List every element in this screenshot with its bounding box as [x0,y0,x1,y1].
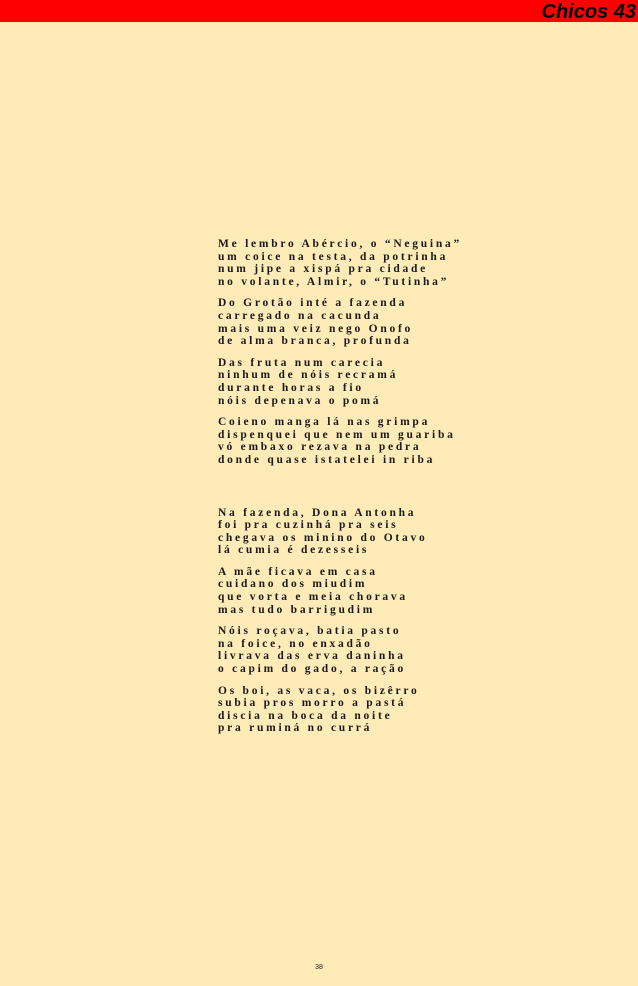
header-title: Chicos 43 [541,1,636,23]
poem-line: num jipe a xispá pra cidade [218,263,429,276]
poem-line: dispenquei que nem um guariba [218,428,456,441]
poem-line: Nóis roçava, batia pasto [218,625,402,638]
poem-line: Me lembro Abércio, o “Neguina” [218,238,463,250]
poem-line: um coice na testa, da potrinha [218,250,449,263]
poem-line: nóis depenava o pomá [218,394,382,407]
poem-line: mas tudo barrigudim [218,603,376,616]
poem-line: Das fruta num carecia [218,356,386,369]
poem-line: donde quase istatelei in riba [218,453,436,466]
page-number: 38 [315,964,323,971]
poem-line: foi pra cuzinhá pra seis [218,519,399,532]
poem-line: lá cumia é dezesseis [218,544,370,557]
stanza-2 [218,297,618,347]
poem-line: no volante, Almir, o “Tutinha” [218,275,450,288]
stanza-7 [218,625,618,675]
stanza-6 [218,566,618,616]
stanza-3 [218,357,618,407]
poem-line: chegava os minino do Otavo [218,531,428,544]
stanza-1 [218,238,618,288]
poem-line: carregado na cacunda [218,309,382,322]
poem-line: Na fazenda, Dona Antonha [218,506,417,519]
stanza-5 [218,507,618,557]
poem-line: o capim do gado, a ração [218,663,407,676]
poem-line: na foice, no enxadão [218,637,373,650]
poem-line: A mãe ficava em casa [218,565,378,578]
header-bar [0,0,638,22]
poem-line: discia na boca da noite [218,709,393,722]
poem-line: mais uma veiz nego Onofo [218,322,414,335]
poem-line: vó embaxo rezava na pedra [218,441,422,454]
stanza-4 [218,416,618,466]
poem-line: ninhum de nóis recramá [218,369,399,382]
poem-line: cuidano dos miudim [218,578,368,591]
poem-line: subia pros morro a pastá [218,697,407,710]
poem-line: Do Grotão inté a fazenda [218,297,408,310]
poem-line: que vorta e meia chorava [218,591,408,604]
poem-line: livrava das erva daninha [218,650,406,663]
poem-line: Coieno manga lá nas grimpa [218,416,431,429]
poem-line: durante horas a fio [218,381,364,394]
poem [218,238,618,735]
poem-line: de alma branca, profunda [218,335,412,348]
stanza-8 [218,685,618,735]
poem-line: pra ruminá no currá [218,722,373,735]
poem-line: Os boi, as vaca, os bizêrro [218,684,420,697]
